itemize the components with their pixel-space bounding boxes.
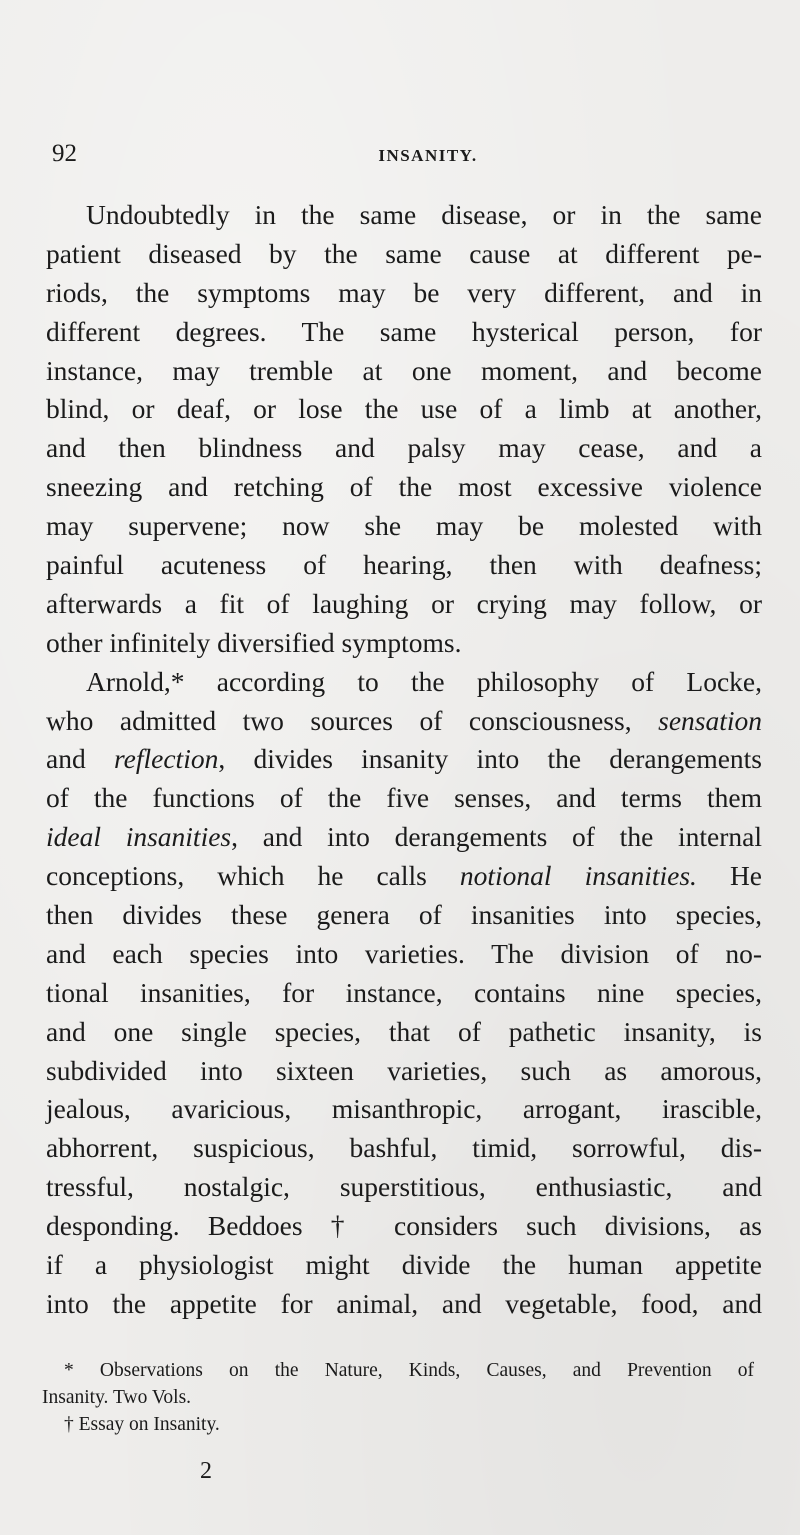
body-text — [46, 196, 762, 1324]
text-line: tressful, nostalgic, superstitious, enthusiastic, and — [46, 1171, 762, 1203]
page-number: 92 — [52, 140, 77, 167]
text-line: patient diseased by the same cause at different pe- — [46, 237, 762, 269]
text-line: if a physiologist might divide the human appetite — [46, 1249, 762, 1281]
text-line: tional insanities, for instance, contains nine species, — [46, 976, 762, 1008]
text-line: riods, the symptoms may be very different, and in — [46, 276, 762, 308]
text-line: subdivided into sixteen varieties, such as amorous, — [46, 1054, 762, 1086]
text-line: different degrees. The same hysterical person, for — [46, 315, 762, 347]
text-line: abhorrent, suspicious, bashful, timid, sorrowful, dis- — [46, 1132, 762, 1164]
running-title: INSANITY. — [378, 146, 478, 165]
text-line — [46, 740, 762, 779]
text-line — [46, 818, 762, 857]
text-segment: He — [729, 860, 763, 892]
text-segment: who admitted two sources of consciousness, — [46, 704, 632, 736]
text-line: other infinitely diversified symptoms. — [46, 626, 462, 658]
italic-term: reflection — [113, 743, 219, 775]
text-line: blind, or deaf, or lose the use of a limb at another, — [46, 393, 762, 425]
text-line: desponding. Beddoes † considers such divisions, as — [46, 1210, 762, 1242]
signature-mark: 2 — [200, 1458, 212, 1484]
footnotes — [42, 1357, 754, 1438]
text-segment: , and into derangements of the internal — [231, 821, 762, 853]
footnote-1-line-1: * Observations on the Nature, Kinds, Causes, and Prevention of — [64, 1360, 754, 1381]
page-header — [52, 140, 764, 170]
text-line: into the appetite for animal, and vegetable, food, and — [46, 1287, 762, 1319]
text-line: and each species into varieties. The division of no- — [46, 937, 762, 969]
text-line — [46, 857, 762, 896]
text-line: then divides these genera of insanities into species, — [46, 899, 762, 931]
text-line: painful acuteness of hearing, then with deafness; — [46, 549, 762, 581]
text-line: may supervene; now she may be molested with — [46, 510, 762, 542]
italic-term: sensation — [658, 704, 763, 736]
text-line: of the functions of the five senses, and terms them — [46, 782, 762, 814]
text-line: Arnold,* according to the philosophy of Locke, — [86, 665, 762, 697]
text-line: jealous, avaricious, misanthropic, arrogant, irascible, — [46, 1093, 762, 1125]
italic-term: notional insanities. — [459, 860, 697, 892]
footnote-2: † Essay on Insanity. — [64, 1414, 220, 1435]
text-line: instance, may tremble at one moment, and become — [46, 354, 762, 386]
text-line: afterwards a fit of laughing or crying may follow, or — [46, 587, 762, 619]
text-segment: conceptions, which he calls — [46, 860, 427, 892]
text-line: and then blindness and palsy may cease, and a — [46, 432, 762, 464]
text-segment: and — [46, 743, 86, 775]
text-line — [46, 702, 762, 741]
footnote-1-line-2: Insanity. Two Vols. — [42, 1387, 192, 1408]
text-line: sneezing and retching of the most excessive violence — [46, 471, 762, 503]
text-line: and one single species, that of pathetic insanity, is — [46, 1015, 762, 1047]
italic-term: ideal insanities — [46, 821, 232, 853]
text-line: Undoubtedly in the same disease, or in the same — [86, 199, 762, 230]
text-segment: , divides insanity into the derangements — [218, 743, 763, 775]
